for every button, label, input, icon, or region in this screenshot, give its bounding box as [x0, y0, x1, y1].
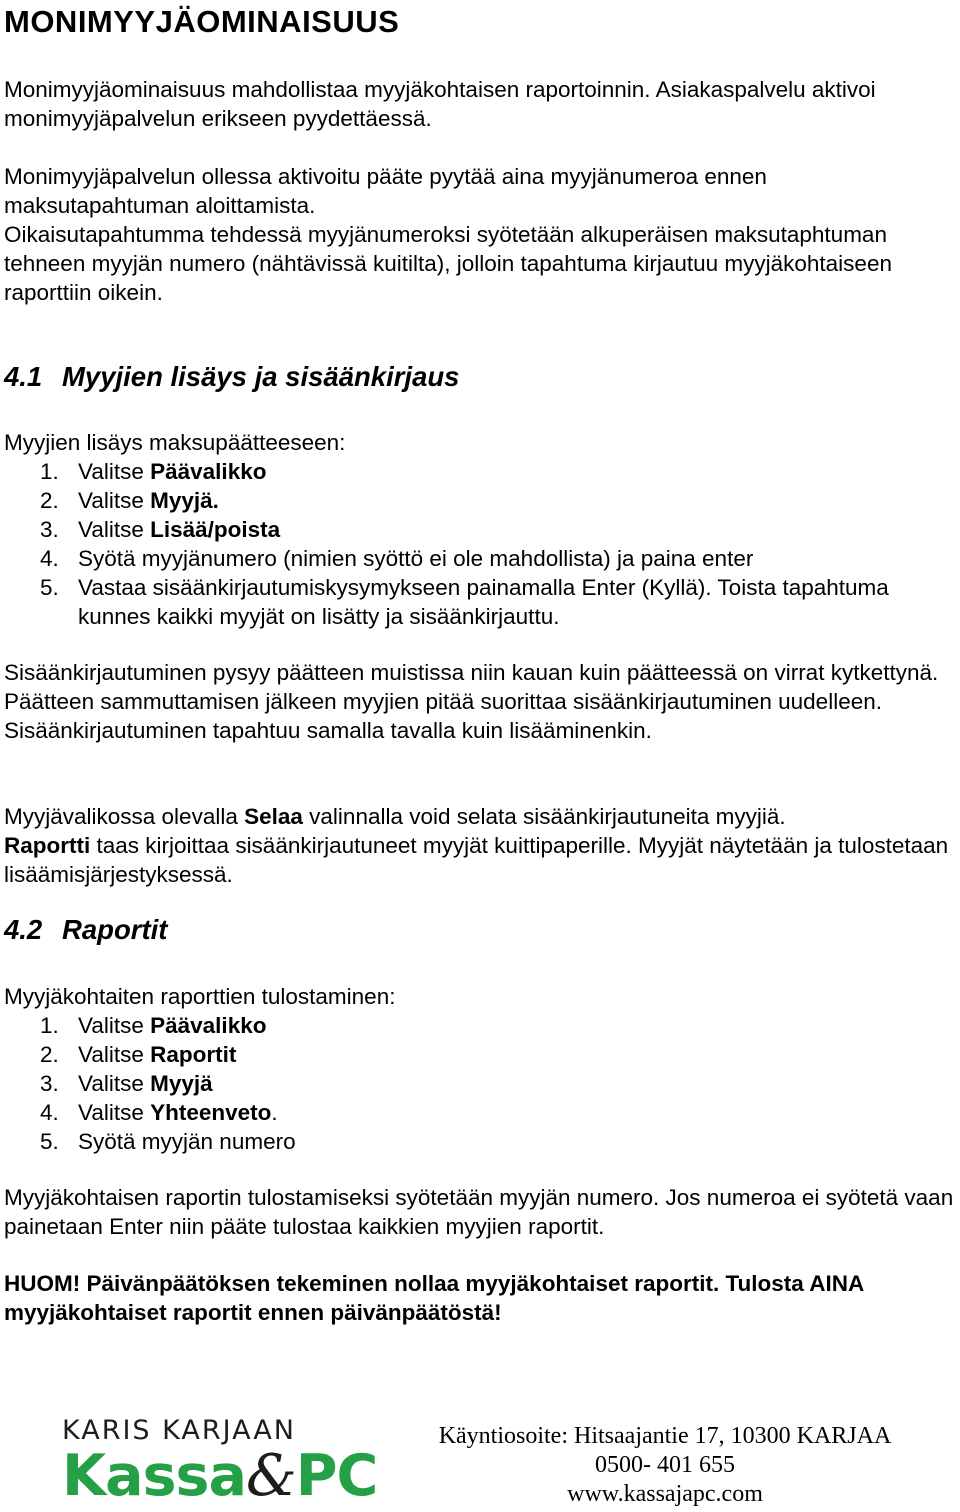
list-item: 2. Valitse Raportit: [40, 1042, 237, 1067]
list-item: 5. Syötä myyjän numero: [40, 1129, 296, 1154]
reports-steps: [4, 1011, 956, 1156]
list-item: 5. Vastaa sisäänkirjautumiskysymykseen painamalla Enter (Kyllä). Toista tapahtuma kunnes kaikki myyjät on lisätty ja sisäänkirjauttu.: [40, 575, 889, 629]
company-logo: [62, 1415, 402, 1509]
list-item: 3. Valitse Myyjä: [40, 1071, 213, 1096]
section-4-2-heading: [4, 913, 167, 947]
intro-paragraph-1: Monimyyjäominaisuus mahdollistaa myyjäkohtaisen raportoinnin. Asiakaspalvelu aktivoi monimyyjäpalvelun erikseen pyydettäessä.: [4, 77, 876, 131]
address-text: Käyntiosoite: Hitsaajantie 17, 10300 KARJAA: [438, 1423, 892, 1449]
website-text: www.kassajapc.com: [567, 1481, 763, 1507]
list-item: 1. Valitse Päävalikko: [40, 459, 267, 484]
list-item: 3. Valitse Lisää/poista: [40, 517, 281, 542]
warning-paragraph: HUOM! Päivänpäätöksen tekeminen nollaa myyjäkohtaiset raportit. Tulosta AINA myyjäkohtaiset raportit ennen päivänpäätöstä!: [4, 1271, 864, 1325]
intro-paragraph-2a: Monimyyjäpalvelun ollessa aktivoitu pääte pyytää aina myyjänumeroa ennen maksutapahtuman aloittamista.: [4, 164, 767, 218]
section-number: 4.1: [4, 361, 43, 392]
section-4-1-lead: Myyjien lisäys maksupäätteeseen:: [4, 430, 346, 455]
intro-paragraph-2: [4, 162, 956, 307]
page-title: MONIMYYJÄOMINAISUUS: [4, 4, 400, 39]
section-title: Myyjien lisäys ja sisäänkirjaus: [62, 361, 460, 392]
contact-info: [420, 1422, 910, 1509]
logo-bottom-text: Kassa&PC: [62, 1443, 378, 1509]
add-sellers-steps: [4, 457, 956, 631]
intro-paragraph-2b: Oikaisutapahtumma tehdessä myyjänumeroksi syötetään alkuperäisen maksutaphtuman tehneen myyjän numero (nähtävissä kuitilta), jolloin tapahtuma kirjautuu myyjäkohtaiseen raporttiin oikein.: [4, 222, 892, 305]
list-item: 2. Valitse Myyjä.: [40, 488, 219, 513]
section-number: 4.2: [4, 914, 43, 945]
print-paragraph: Myyjäkohtaisen raportin tulostamiseksi syötetään myyjän numero. Jos numeroa ei syötetä vaan painetaan Enter niin pääte tulostaa kaikkien myyjien raportit.: [4, 1185, 954, 1239]
login-paragraph: Sisäänkirjautuminen pysyy päätteen muistissa niin kauan kuin päätteessä on virrat kytkettynä. Päätteen sammuttamisen jälkeen myyjien pitää suorittaa sisäänkirjautuminen uudelleen. Sisäänkirjautuminen tapahtuu samalla tavalla kuin lisääminenkin.: [4, 660, 939, 743]
section-4-1-heading: [4, 360, 459, 394]
list-item: 4. Valitse Yhteenveto.: [40, 1100, 278, 1125]
section-4-2-lead: Myyjäkohtaiten raporttien tulostaminen:: [4, 984, 396, 1009]
list-item: 4. Syötä myyjänumero (nimien syöttö ei ole mahdollista) ja paina enter: [40, 546, 754, 571]
logo-top-text: KARIS KARJAAN: [62, 1415, 296, 1446]
phone-text: 0500- 401 655: [595, 1452, 735, 1478]
seller-menu-paragraph: Myyjävalikossa olevalla Selaa valinnalla void selata sisäänkirjautuneita myyjiä. Raportti taas kirjoittaa sisäänkirjautuneet myyjät kuittipaperille. Myyjät näytetään ja tulostetaan lisäämisjärjestyksessä.: [4, 804, 949, 887]
section-title: Raportit: [62, 914, 168, 945]
list-item: 1. Valitse Päävalikko: [40, 1013, 267, 1038]
